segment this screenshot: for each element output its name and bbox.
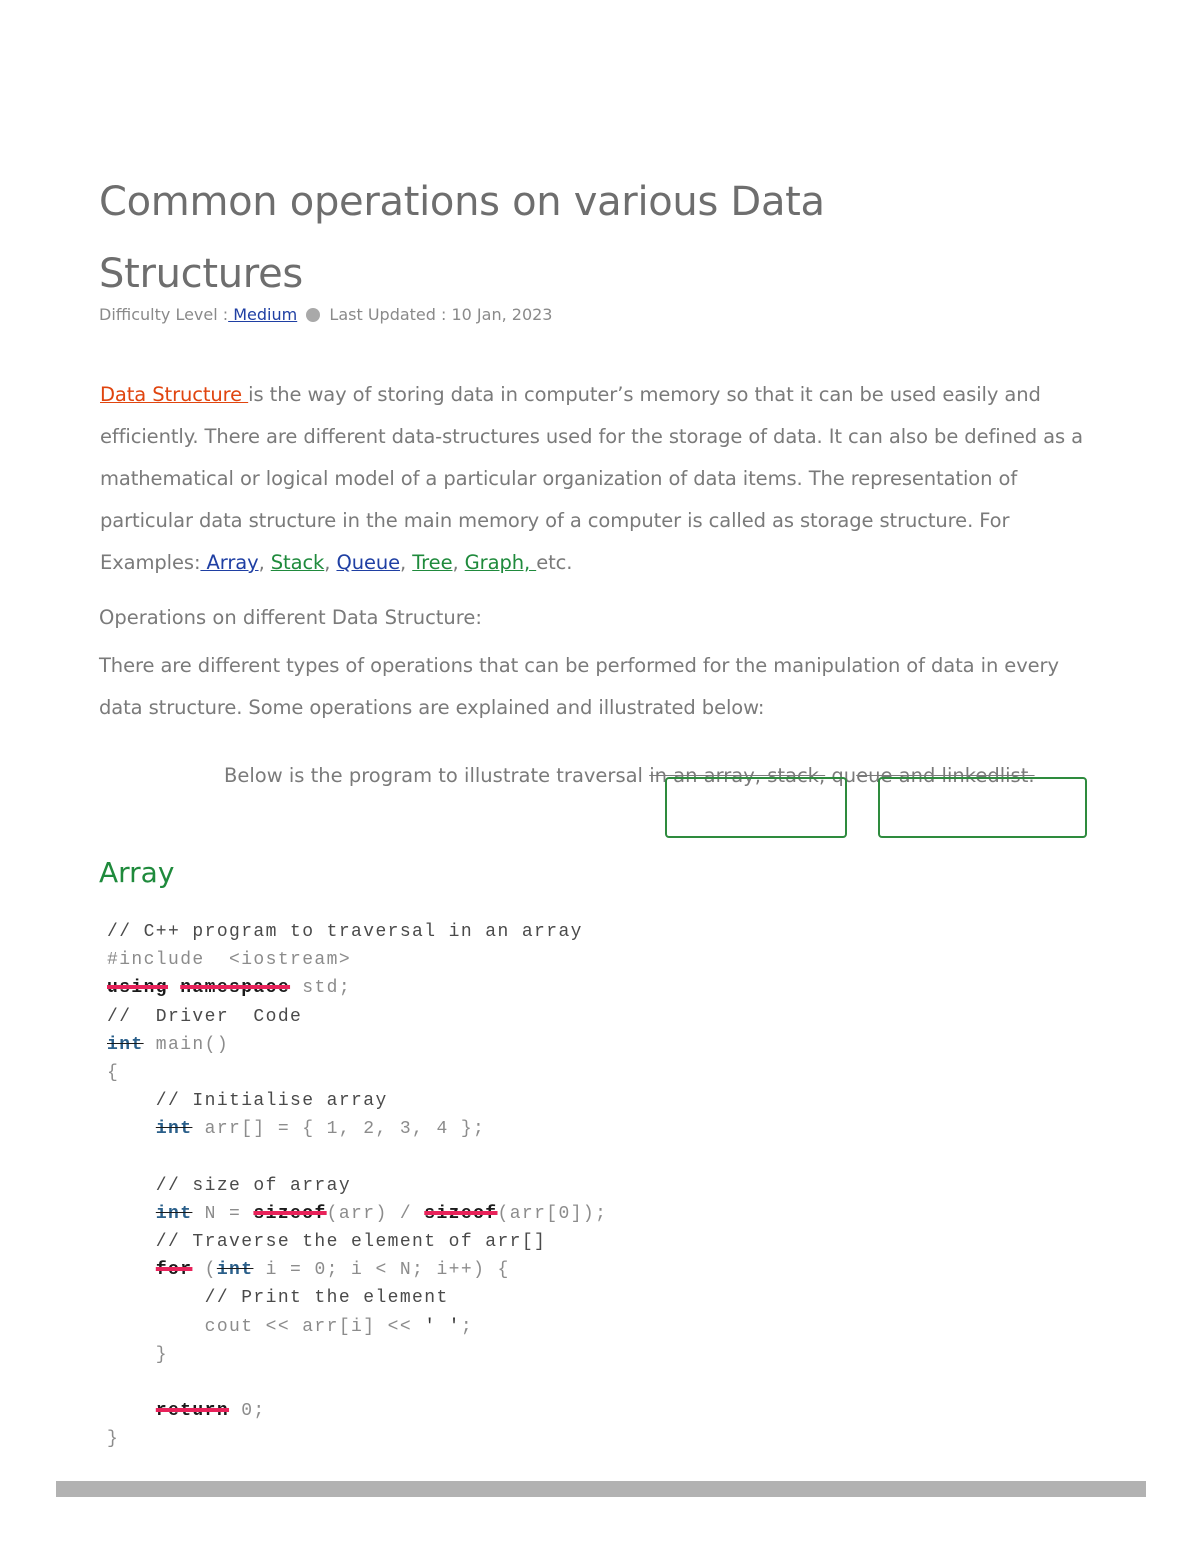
code-type: int [155, 1203, 193, 1224]
data-structure-link[interactable]: Data Structure [100, 383, 249, 406]
code-text: ; [460, 1316, 474, 1337]
code-keyword: using [107, 978, 169, 999]
code-type: int [216, 1260, 254, 1281]
caption-lead: Below is the program to illustrate traversal [224, 764, 650, 787]
code-line [107, 1115, 607, 1143]
horizontal-scrollbar[interactable] [56, 1481, 1146, 1497]
code-type: int [107, 1034, 144, 1055]
code-indent [107, 1204, 156, 1224]
caption-struck-1: in an array, stack, [649, 764, 826, 787]
code-line [107, 1200, 607, 1228]
queue-link[interactable]: Queue [336, 551, 401, 574]
code-line: // C++ program to traversal in an array [107, 922, 583, 942]
code-line: } [107, 1429, 120, 1450]
code-line: // Traverse the element of arr[] [107, 1232, 547, 1253]
last-updated: Last Updated : 10 Jan, 2023 [329, 305, 553, 324]
code-line [107, 1313, 607, 1341]
outlined-box-right [878, 777, 1087, 838]
code-type: int [155, 1119, 193, 1140]
code-text: N = [192, 1203, 254, 1224]
code-line: #include <iostream> [107, 950, 352, 971]
link-separator: , [400, 551, 413, 574]
difficulty-label: Difficulty Level : [99, 305, 229, 324]
code-text: (arr) / [326, 1203, 425, 1224]
link-separator: , [258, 551, 271, 574]
code-line-blank [107, 1144, 607, 1172]
code-indent [107, 1119, 156, 1139]
code-indent [107, 1401, 156, 1421]
graph-link[interactable]: Graph, [464, 551, 537, 574]
code-line: } [107, 1344, 169, 1365]
code-text: ( [192, 1260, 217, 1281]
code-line: // Driver Code [107, 1006, 303, 1027]
page-title [99, 166, 999, 310]
code-keyword: for [155, 1260, 193, 1281]
code-text: arr[] = { 1, 2, 3, 4 }; [192, 1119, 486, 1140]
code-line: // Initialise array [107, 1091, 388, 1112]
code-string: ' ' [424, 1316, 461, 1337]
code-text: std; [290, 978, 352, 999]
outlined-box-left [665, 777, 847, 838]
code-line [107, 1031, 607, 1059]
code-line [107, 974, 607, 1002]
code-keyword: return [155, 1401, 230, 1422]
page-title-line-2: Structures [99, 251, 303, 297]
code-text: i = 0; i < N; i++) { [253, 1260, 510, 1281]
tree-link[interactable]: Tree [412, 551, 453, 574]
separator-dot-icon [306, 308, 320, 322]
code-line [107, 1397, 607, 1425]
code-line: // Print the element [107, 1288, 449, 1309]
code-keyword: sizeof [253, 1203, 327, 1224]
operations-paragraph: There are different types of operations that can be performed for the manipulation of data in every data structure. Some operations are explained and illustrated below: [99, 654, 1059, 719]
intro-tail: etc. [536, 551, 573, 574]
code-line: // size of array [107, 1175, 352, 1196]
code-text: (arr[0]); [497, 1203, 608, 1224]
section-title-array: Array [99, 856, 175, 889]
code-line: { [107, 1062, 120, 1083]
intro-text: is the way of storing data in computer’s memory so that it can be used easily and efficiently. There are different data-structures used for the storage of data. It can also be defined as a mathematical or logical model of a particular organization of data items. The representation of particular data structure in the main memory of a computer is called as storage structure. For Examples: [100, 383, 1083, 574]
stack-link[interactable]: Stack [270, 551, 325, 574]
code-indent [107, 1260, 156, 1280]
code-keyword: namespace [180, 978, 291, 999]
code-line-blank [107, 1369, 607, 1397]
page-title-line-1: Common operations on various Data [99, 179, 825, 225]
array-link[interactable]: Array [200, 551, 259, 574]
link-separator: , [324, 551, 337, 574]
article-meta [99, 305, 552, 324]
code-text: main() [143, 1034, 230, 1055]
caption-mid: qu [825, 764, 857, 787]
code-line [107, 1256, 607, 1284]
code-block [107, 918, 607, 1454]
caption-struck-2: eue and linkedlist. [856, 764, 1035, 787]
difficulty-level-link[interactable]: Medium [228, 305, 298, 324]
intro-paragraph [100, 374, 1100, 584]
code-text: cout << arr[i] << [107, 1316, 425, 1337]
code-keyword: sizeof [424, 1203, 498, 1224]
code-text: 0; [229, 1401, 266, 1422]
operations-heading: Operations on different Data Structure: [99, 606, 482, 629]
link-separator: , [452, 551, 465, 574]
